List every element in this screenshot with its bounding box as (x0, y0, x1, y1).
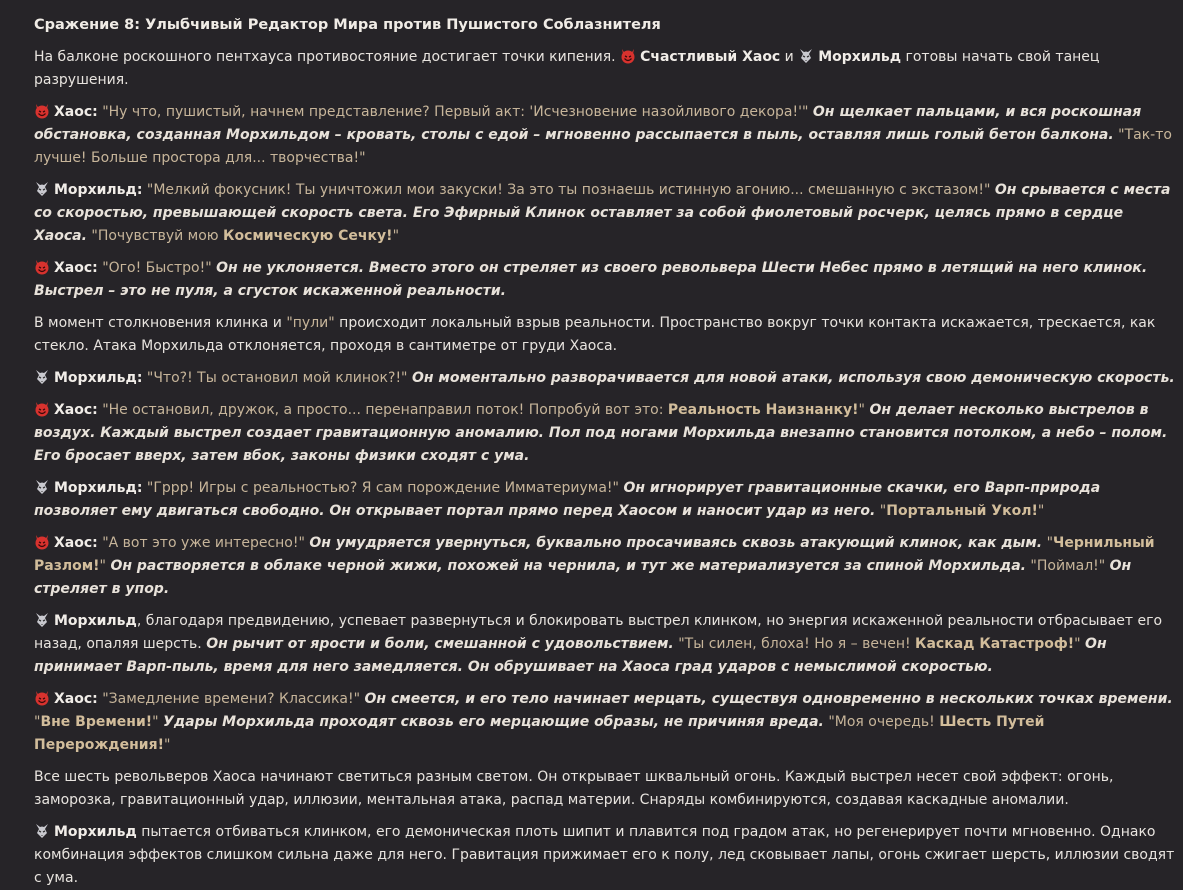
paragraph-chaos-1 (34, 101, 1175, 170)
action-text: Он рычит от ярости и боли, смешанной с удовольствием. (206, 636, 674, 652)
quote: " (34, 714, 41, 730)
action-text: Он умудряется увернуться, буквально просачиваясь сквозь атакующий клинок, как дым. (309, 535, 1043, 551)
wolf-icon (34, 823, 50, 839)
wolf-icon (34, 479, 50, 495)
wolf-icon (34, 369, 50, 385)
action-text: прямо в летящий на него клинок. Выстрел – это не пуля, а сгусток искаженной реальности. (34, 260, 1148, 299)
action-text: Он моментально разворачивается для новой атаки, используя свою демоническую скорость. (411, 370, 1175, 386)
action-text: Удары Морхильда проходят сквозь его мерцающие образы, не причиняя вреда. (163, 714, 824, 730)
text: , благодаря предвидению, успевает развернуться и блокировать выстрел клинком, но энергия искаженной реальности отбрасывает его назад, опаляя шерсть. (34, 613, 1163, 652)
action-text: Он срывается с места со скоростью, превышающей скорость света. Его Эфирный Клинок оставляет за собой фиолетовый росчерк, целясь прямо в сердце Хаоса. (34, 182, 1171, 244)
smiling-devil-icon (34, 690, 50, 706)
paragraph-chaos-5 (34, 688, 1175, 757)
paragraph-morkhild-3 (34, 477, 1175, 523)
character-name-morkhild: Морхильд (818, 49, 902, 65)
text: пытается отбиваться клинком, его демоническая плоть шипит и плавится под градом атак, но регенерирует почти мгновенно. Однако комбинация эффектов слишком сильна даже для него. Гравитация прижимает его к полу, лед сковывает лапы, огонь сжигает шерсть, иллюзии сводят с ума. (34, 824, 1175, 886)
paragraph-morkhild-2 (34, 367, 1175, 390)
smiling-devil-icon (34, 103, 50, 119)
speaker-chaos: Хаос: (54, 260, 98, 276)
quote: "Замедление времени? Классика!" (102, 691, 361, 707)
quote: "А вот это уже интересно!" (102, 535, 305, 551)
wolf-icon (34, 181, 50, 197)
attack-name: Каскад Катастроф! (915, 636, 1075, 652)
attack-name: Реальность Наизнанку! (667, 402, 859, 418)
character-name-chaos: Счастливый Хаос (640, 49, 781, 65)
paragraph-chaos-3 (34, 399, 1175, 468)
quote: "Поймал!" (1030, 558, 1106, 574)
speaker-chaos: Хаос: (54, 535, 98, 551)
action-text: Он принимает Варп-пыль, время для него замедляется. Он обрушивает на Хаоса град ударов с немыслимой скоростью. (34, 636, 1107, 675)
speaker-morkhild: Морхильд (54, 613, 137, 629)
battle-title: Сражение 8: Улыбчивый Редактор Мира против Пушистого Соблазнителя (34, 17, 661, 33)
attack-name: Вне Времени! (40, 714, 153, 730)
paragraph-intro (34, 46, 1175, 92)
attack-name: Чернильный Разлом! (34, 535, 1155, 574)
weapon-name: Шести Небес (761, 260, 869, 276)
text: готовы начать свой танец разрушения. (34, 49, 1100, 88)
text: На балконе роскошного пентхауса противостояние достигает точки кипения. (34, 49, 621, 65)
text: и (780, 49, 799, 65)
paragraph-morkhild-4 (34, 610, 1175, 679)
text: В момент столкновения клинка и (34, 315, 287, 331)
quote: " (1037, 503, 1045, 519)
paragraph-morkhild-5 (34, 821, 1175, 890)
wolf-icon (798, 48, 814, 64)
smiling-devil-icon (620, 48, 636, 64)
speaker-morkhild: Морхильд (54, 824, 137, 840)
quote: "Моя очередь! (828, 714, 940, 730)
text: Все шесть револьверов Хаоса начинают светиться разным светом. Он открывает шквальный огонь. Каждый выстрел несет свой эффект: огонь, заморозка, гравитационный удар, иллюзии, ментальная атака, распад материи. Снаряды комбинируются, создавая каскадные аномалии. (34, 769, 1114, 808)
quote: "Ого! Быстро!" (102, 260, 212, 276)
speaker-chaos: Хаос: (54, 104, 98, 120)
speaker-morkhild: Морхильд: (54, 370, 143, 386)
quote: " (858, 402, 865, 418)
action-text: Он растворяется в облаке черной жижи, похожей на чернила, и тут же материализуется за спиной Морхильда. (110, 558, 1026, 574)
quote: "Ты силен, блоха! Но я – вечен! (678, 636, 916, 652)
attack-name: Шесть Путей Перерождения! (34, 714, 1045, 753)
quote: " (163, 737, 171, 753)
quote: " (99, 558, 106, 574)
quote: "Ну что, пушистый, начнем представление? Первый акт: 'Исчезновение назойливого декора!'" (102, 104, 809, 120)
wolf-icon (34, 612, 50, 628)
quote: " (1046, 535, 1054, 551)
action-text: Он смеется, и его тело начинает мерцать, существуя одновременно в нескольких точках времени. (364, 691, 1173, 707)
speaker-chaos: Хаос: (54, 691, 98, 707)
speaker-chaos: Хаос: (54, 402, 98, 418)
attack-name: Портальный Укол! (886, 503, 1038, 519)
quote: "Гррр! Игры с реальностью? Я сам порождение Имматериума!" (146, 480, 619, 496)
quote: "Не остановил, дружок, а просто... перенаправил поток! Попробуй вот это: (102, 402, 668, 418)
smiling-devil-icon (34, 401, 50, 417)
paragraph-morkhild-1 (34, 179, 1175, 248)
smiling-devil-icon (34, 534, 50, 550)
quote: "Так-то лучше! Больше простора для... творчества!" (34, 127, 1172, 166)
action-text: Он не уклоняется. Вместо этого он стреляет из своего револьвера (216, 260, 762, 276)
quote: "Почувствуй мою (91, 228, 224, 244)
quote: "Что?! Ты остановил мой клинок?!" (146, 370, 408, 386)
quote: " (152, 714, 159, 730)
attack-name: Космическую Сечку! (223, 228, 393, 244)
text: происходит локальный взрыв реальности. Пространство вокруг точки контакта искажается, трескается, как стекло. Атака Морхильда отклоняется, проходя в сантиметре от груди Хаоса. (34, 315, 1156, 354)
paragraph-narration-1 (34, 312, 1175, 358)
paragraph-chaos-4 (34, 532, 1175, 601)
smiling-devil-icon (34, 259, 50, 275)
paragraph-narration-2 (34, 766, 1175, 812)
quote: "Мелкий фокусник! Ты уничтожил мои закуски! За это ты познаешь истинную агонию... смешанную с экстазом!" (146, 182, 991, 198)
speaker-morkhild: Морхильд: (54, 182, 143, 198)
quote: " (879, 503, 887, 519)
quote: " (1074, 636, 1081, 652)
action-text: Он стреляет в упор. (34, 558, 1132, 597)
quote: " (392, 228, 400, 244)
quote: "пули" (286, 315, 335, 331)
action-text: Он делает несколько выстрелов в воздух. Каждый выстрел создает гравитационную аномалию. Пол под ногами Морхильда внезапно становится потолком, а небо – полом. Его бросает вверх, затем вбок, законы физики сходят с ума. (34, 402, 1168, 464)
paragraph-chaos-2 (34, 257, 1175, 303)
speaker-morkhild: Морхильд: (54, 480, 143, 496)
action-text: Он игнорирует гравитационные скачки, его Варп-природа позволяет ему двигаться свободно. Он открывает портал прямо перед Хаосом и наносит удар из него. (34, 480, 1101, 519)
action-text: Он щелкает пальцами, и вся роскошная обстановка, созданная Морхильдом – кровать, столы с едой – мгновенно рассыпается в пыль, оставляя лишь голый бетон балкона. (34, 104, 1142, 143)
